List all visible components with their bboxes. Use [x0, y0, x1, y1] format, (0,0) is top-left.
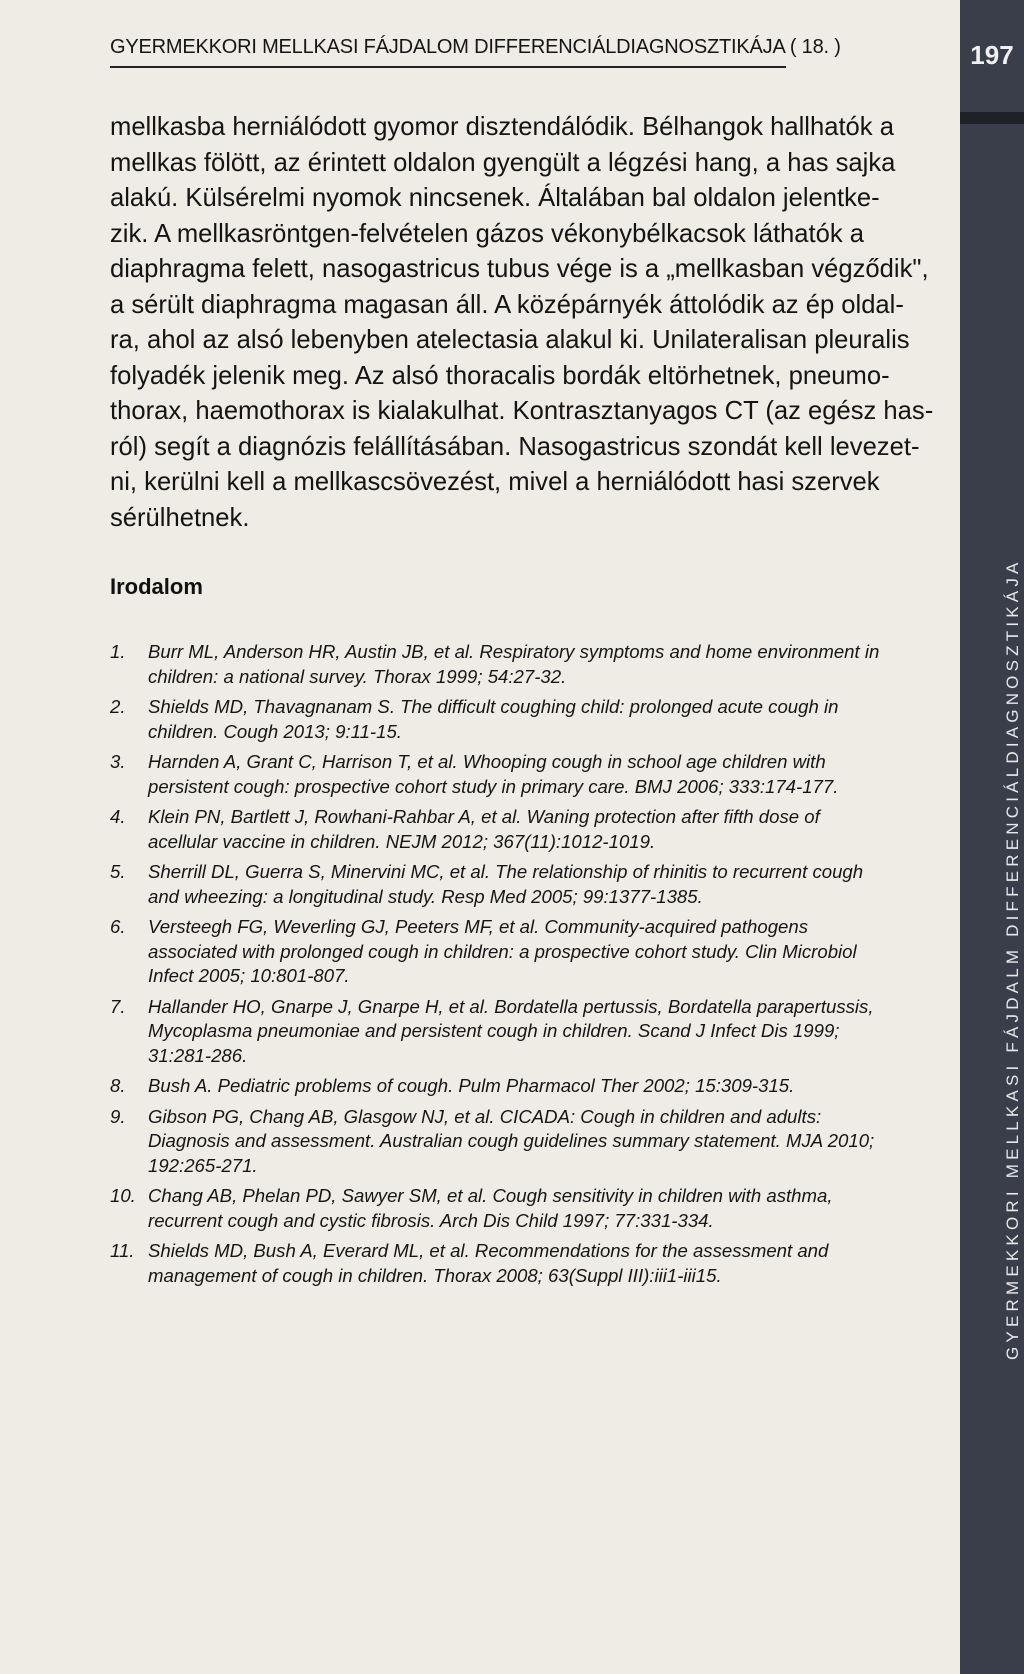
body-line: a sérült diaphragma magasan áll. A középárnyék áttolódik az ép oldal-	[110, 290, 904, 319]
reference-number: 2.	[110, 696, 126, 717]
body-line: ra, ahol az alsó lebenyben atelectasia alakul ki. Unilateralisan pleuralis	[110, 326, 910, 354]
reference-text	[148, 750, 930, 799]
body-line: sérülhetnek.	[110, 503, 250, 532]
reference-list	[110, 640, 930, 1294]
reference-number: 9.	[110, 1105, 126, 1127]
reference-line: Harnden A, Grant C, Harrison T, et al. Whooping cough in school age children with	[148, 751, 826, 772]
reference-line: Sherrill DL, Guerra S, Minervini MC, et al. The relationship of rhinitis to recurrent cough	[148, 861, 864, 882]
reference-item	[110, 1184, 930, 1233]
reference-text	[148, 805, 930, 854]
reference-number: 7.	[110, 995, 126, 1017]
reference-line: persistent cough: prospective cohort study in primary care. BMJ 2006; 333:174-177.	[148, 775, 839, 797]
body-line: zik. A mellkasröntgen-felvételen gázos vékonybélkacsok láthatók a	[110, 219, 865, 248]
reference-line: management of cough in children. Thorax 2008; 63(Suppl III):iii1-iii15.	[148, 1264, 722, 1286]
body-line: thorax, haemothorax is kialakulhat. Kontrasztanyagos CT (az egész has-	[110, 397, 934, 425]
reference-item	[110, 640, 930, 689]
reference-line: Shields MD, Thavagnanam S. The difficult coughing child: prolonged acute cough in	[148, 696, 839, 717]
reference-number: 10.	[110, 1185, 136, 1206]
reference-line: Hallander HO, Gnarpe J, Gnarpe H, et al. Bordatella pertussis, Bordatella parapertussis,	[148, 995, 874, 1017]
reference-text	[148, 1184, 930, 1233]
reference-number: 3.	[110, 751, 126, 772]
reference-text	[148, 1239, 930, 1288]
header-rule	[110, 66, 786, 68]
reference-item	[110, 915, 930, 989]
reference-line: acellular vaccine in children. NEJM 2012; 367(11):1012-1019.	[148, 830, 656, 852]
reference-item	[110, 695, 930, 744]
reference-number: 5.	[110, 861, 126, 882]
reference-line: 31:281-286.	[148, 1044, 248, 1066]
reference-line: associated with prolonged cough in children: a prospective cohort study. Clin Microbiol	[148, 940, 857, 962]
reference-line: Gibson PG, Chang AB, Glasgow NJ, et al. CICADA: Cough in children and adults:	[148, 1105, 822, 1127]
page-number: 197	[970, 40, 1014, 70]
reference-text	[148, 915, 930, 989]
reference-number: 11.	[110, 1240, 135, 1261]
reference-line: recurrent cough and cystic fibrosis. Arch Dis Child 1997; 77:331-334.	[148, 1209, 714, 1231]
body-paragraph	[110, 110, 934, 536]
reference-number: 8.	[110, 1075, 126, 1096]
running-header: GYERMEKKORI MELLKASI FÁJDALOM DIFFERENCIÁLDIAGNOSZTIKÁJA ( 18. )	[110, 36, 841, 58]
reference-item	[110, 805, 930, 854]
reference-item	[110, 1105, 930, 1179]
reference-line: Chang AB, Phelan PD, Sawyer SM, et al. Cough sensitivity in children with asthma,	[148, 1185, 833, 1206]
reference-item	[110, 750, 930, 799]
body-line: alakú. Külsérelmi nyomok nincsenek. Általában bal oldalon jelentke-	[110, 184, 880, 212]
body-line: mellkasba herniálódott gyomor disztendálódik. Bélhangok hallhatók a	[110, 113, 894, 141]
reference-number: 1.	[110, 641, 126, 662]
reference-number: 4.	[110, 806, 126, 827]
body-line: mellkas fölött, az érintett oldalon gyengült a légzési hang, a has sajka	[110, 148, 896, 177]
reference-line: Versteegh FG, Weverling GJ, Peeters MF, et al. Community-acquired pathogens	[148, 916, 809, 937]
reference-line: Infect 2005; 10:801-807.	[148, 965, 350, 986]
reference-line: Diagnosis and assessment. Australian cough guidelines summary statement. MJA 2010;	[148, 1130, 875, 1151]
reference-text	[148, 1105, 930, 1179]
side-tab-label: GYERMEKKORI MELLKASI FÁJDALM DIFFERENCIÁLDIAGNOSZTIKÁJA	[1003, 558, 1022, 1360]
body-line: diaphragma felett, nasogastricus tubus vége is a „mellkasban végződik",	[110, 255, 929, 283]
side-tab-stripe	[960, 112, 1024, 124]
reference-item	[110, 1239, 930, 1288]
reference-line: Bush A. Pediatric problems of cough. Pulm Pharmacol Ther 2002; 15:309-315.	[148, 1075, 795, 1096]
reference-item	[110, 860, 930, 909]
reference-line: 192:265-271.	[148, 1154, 258, 1176]
reference-text	[148, 1074, 930, 1099]
reference-line: children: a national survey. Thorax 1999; 54:27-32.	[148, 665, 567, 687]
reference-line: Mycoplasma pneumoniae and persistent cough in children. Scand J Infect Dis 1999;	[148, 1020, 840, 1041]
reference-text	[148, 995, 930, 1069]
reference-line: Shields MD, Bush A, Everard ML, et al. Recommendations for the assessment and	[148, 1240, 829, 1261]
reference-text	[148, 695, 930, 744]
reference-line: Klein PN, Bartlett J, Rowhani-Rahbar A, et al. Waning protection after fifth dose of	[148, 806, 820, 827]
reference-number: 6.	[110, 916, 126, 937]
references-title: Irodalom	[110, 574, 203, 599]
reference-line: Burr ML, Anderson HR, Austin JB, et al. Respiratory symptoms and home environment in	[148, 641, 880, 662]
reference-line: children. Cough 2013; 9:11-15.	[148, 720, 402, 742]
body-line: ni, kerülni kell a mellkascsövezést, mivel a herniálódott hasi szervek	[110, 468, 880, 496]
reference-item	[110, 995, 930, 1069]
reference-text	[148, 860, 930, 909]
reference-line: and wheezing: a longitudinal study. Resp Med 2005; 99:1377-1385.	[148, 885, 703, 907]
reference-item	[110, 1074, 930, 1099]
reference-text	[148, 640, 930, 689]
bleed-through-text	[100, 1250, 920, 1670]
body-line: folyadék jelenik meg. Az alsó thoracalis bordák eltörhetnek, pneumo-	[110, 361, 890, 390]
body-line: ról) segít a diagnózis felállításában. Nasogastricus szondát kell levezet-	[110, 432, 920, 461]
